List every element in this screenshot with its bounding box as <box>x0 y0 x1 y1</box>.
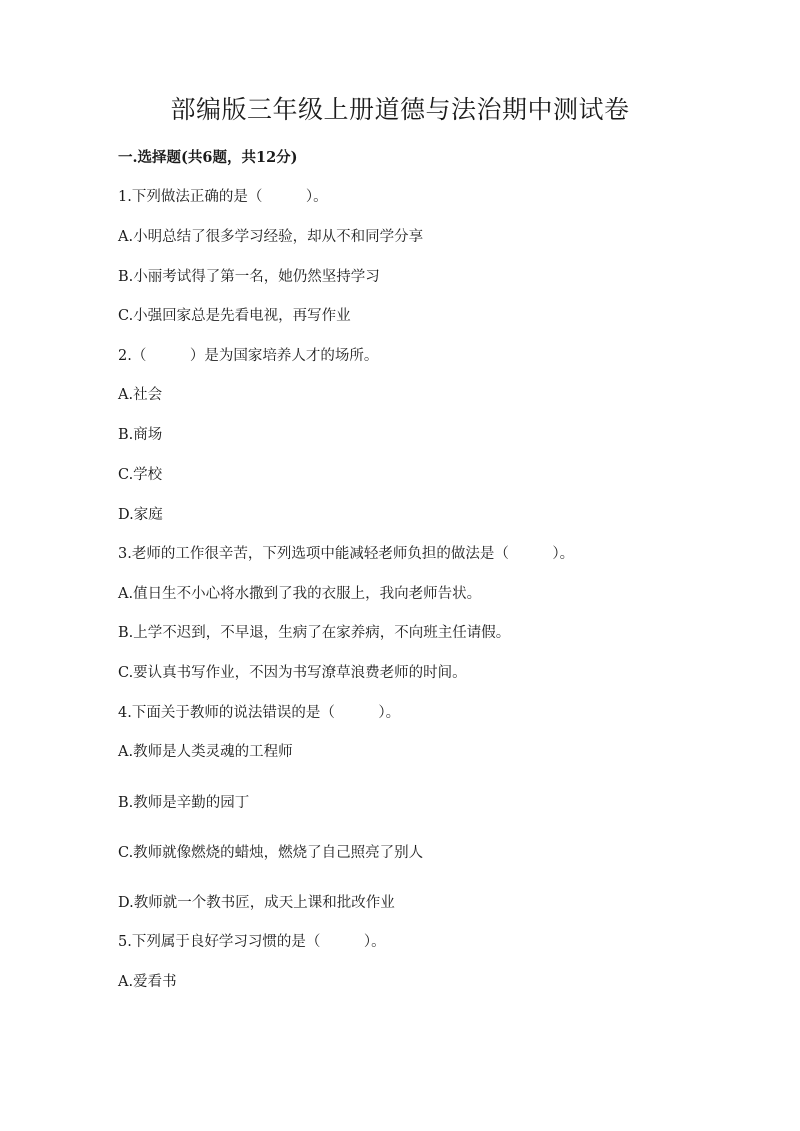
question-4-option-a: A.教师是人类灵魂的工程师 <box>118 744 293 760</box>
question-5-option-a: A.爱看书 <box>118 974 177 990</box>
question-2-option-d: D.家庭 <box>118 507 163 523</box>
question-3-option-c: C.要认真书写作业，不因为书写潦草浪费老师的时间。 <box>118 665 467 681</box>
section-heading: 一.选择题(共6题，共12分) <box>118 149 298 166</box>
question-2-stem: 2.（ ）是为国家培养人才的场所。 <box>118 348 379 364</box>
question-4-option-c: C.教师就像燃烧的蜡烛，燃烧了自己照亮了别人 <box>118 845 424 861</box>
question-2-option-c: C.学校 <box>118 467 163 483</box>
question-1-option-a: A.小明总结了很多学习经验，却从不和同学分享 <box>118 229 424 245</box>
question-3-stem: 3.老师的工作很辛苦，下列选项中能减轻老师负担的做法是（ ）。 <box>118 546 575 562</box>
question-2-option-a: A.社会 <box>118 387 163 403</box>
question-4-stem: 4.下面关于教师的说法错误的是（ ）。 <box>118 705 401 721</box>
question-5-stem: 5.下列属于良好学习习惯的是（ ）。 <box>118 934 386 950</box>
question-3-option-b: B.上学不迟到，不早退，生病了在家养病，不向班主任请假。 <box>118 625 511 641</box>
question-2-option-b: B.商场 <box>118 427 163 443</box>
question-1-option-b: B.小丽考试得了第一名，她仍然坚持学习 <box>118 269 380 285</box>
page-title: 部编版三年级上册道德与法治期中测试卷 <box>170 95 630 124</box>
question-4-option-b: B.教师是辛勤的园丁 <box>118 795 250 811</box>
question-1-option-c: C.小强回家总是先看电视，再写作业 <box>118 308 351 324</box>
question-3-option-a: A.值日生不小心将水撒到了我的衣服上，我向老师告状。 <box>118 586 482 602</box>
question-1-stem: 1.下列做法正确的是（ ）。 <box>118 189 328 205</box>
question-4-option-d: D.教师就一个教书匠，成天上课和批改作业 <box>118 895 395 911</box>
